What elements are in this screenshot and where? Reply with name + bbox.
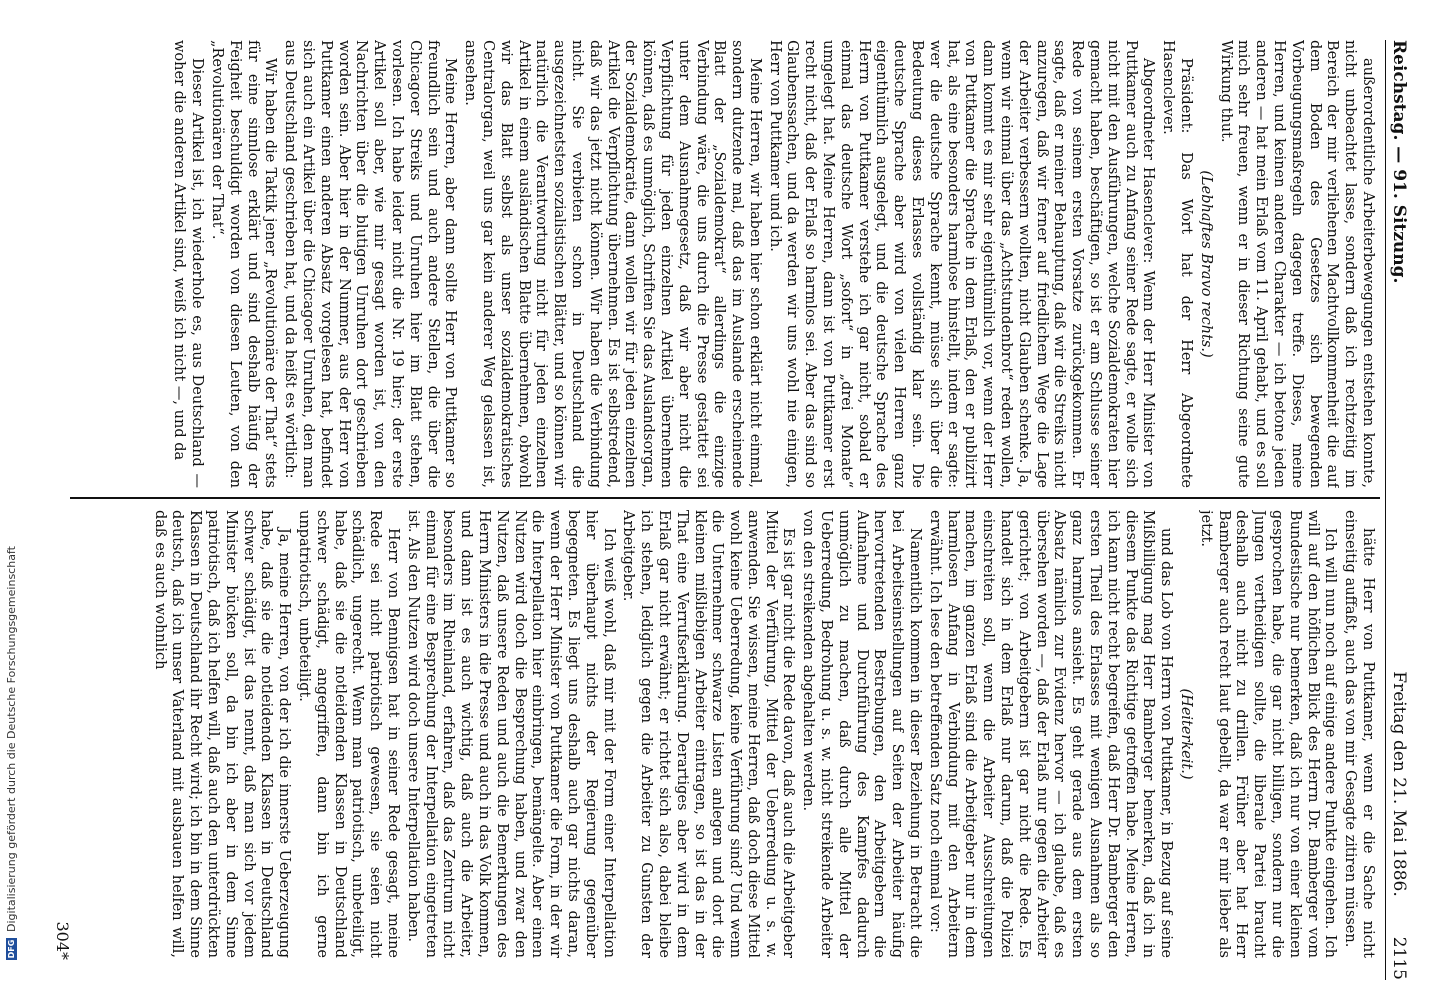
- right-column: [76, 510, 1376, 958]
- stage-direction: (Heiterkeit.): [1178, 688, 1195, 780]
- header-session: Reichstag. — 91. Sitzung.: [1389, 40, 1409, 284]
- left-column: [76, 40, 1376, 488]
- paragraph: außerordentliche Arbeiterbewegungen entstehen konnte, nicht unbeachtet lasse, sondern daß ich rechtzeitig im Bereich der mir verliehenen Machtvollkommenheit die auf dem Boden des Gesetzes sich bewegenden Vorbeugungsmaßregeln dagegen treffe. Dieses, meine Herren, und keinen anderen Charakter — ich betone jeden anderen — hat mein Erlaß vom 11. April gehabt, und es soll mich sehr freuen, wenn er in dieser Richtung seine gute Wirkung thut.: [1217, 40, 1376, 488]
- paragraph: Dieser Artikel ist, ich wiederhole es, aus Deutschland — woher die anderen Artikel sind, weiß ich nicht —, und da: [171, 40, 206, 488]
- paragraph: Es ist gar nicht die Rede davon, daß auch die Arbeitgeber Mittel der Verführung, Mittel der Ueberredung u. s. w. anwenden. Sie wissen, meine Herren, daß doch diese Mittel wohl keine Ueberredung, keine Verführung sind? Und wenn die Unternehmer schwarze Listen anlegen und dort die kleinen mißliebigen Arbeiter eintragen, so ist das in der That eine Verrufserklärung. Derartiges aber wird in dem Erlaß gar nicht erwähnt; er richtet sich also, dabei bleibe ich stehen, lediglich gegen die Arbeiter zu Gunsten der Arbeitgeber.: [620, 510, 797, 958]
- paragraph: Meine Herren, aber dann sollte Herr von Puttkamer so freundlich sein und auch andere Stellen, die über die Chicagoer Streiks und Unruhen hier im Blatt stehen, vorlesen. Ich habe leider nicht die Nr. 19 hier; der erste Artikel soll aber, wie mir gesagt worden ist, von den Nachrichten über die blutigen Unruhen dort geschrieben worden sein. Aber hier in der Nummer, aus der Herr von Puttkamer einen anderen Absatz vorgelesen hat, befindet sich auch ein Artikel über die Chicagoer Unruhen, den man aus Deutschland geschrieben hat, und da heißt es wörtlich:: [282, 40, 459, 488]
- paragraph: Meine Herren, wir haben hier schon erklärt nicht einmal, sondern dutzende mal, daß das im Auslande erscheinende Blatt der „Sozialdemokrat“ allerdings die einzige Verbindung wäre, die uns durch die Presse gestattet sei unter dem Ausnahmegesetz, daß wir aber nicht die Verpflichtung für jeden einzelnen Artikel übernehmen können, daß es unmöglich, Schriften Sie das Auslandsorgan, der Sozialdemokratie, dann wollen wir für jeden einzelnen Artikel die Verpflichtung übernehmen. Es ist selbstredend, daß wir das jetzt nicht können. Wir haben die Verbindung nicht. Sie verbieten schon in Deutschland die ausgezeichnetsten sozialistischen Blätter, und so können wir natürlich die Verantwortung nicht für jeden einzelnen Artikel in einem ausländischen Blatte übernehmen, obwohl wir das Blatt selbst als unser sozialdemokratisches Centralorgan, weil uns gar kein anderer Weg gelassen ist, ansehen.: [462, 40, 763, 488]
- paragraph: und das Lob von Herrn von Puttkamer, in Bezug auf seine Mißbilligung mag Herr Bamberger bemerken, daß ich in diesem Punkte das Richtige getroffen habe. Meine Herren, ich kann nicht recht begreifen, daß Herr Dr. Bamberger den ersten Theil des Erlasses mit wenigen Ausnahmen als so ganz harmlos ansieht. Es geht gerade aus dem ersten Absatz nämlich zur Evidenz hervor — ich glaube, daß es übersehen worden —, daß der Erlaß nur gegen die Arbeiter gerichtet; von Arbeitgebern ist gar nicht die Rede. Es handelt sich in dem Erlaß nur darum, daß die Polizei einschreiten soll, wenn die Arbeiter Ausschreitungen machen, im ganzen Erlaß sind die Arbeitgeber nur in dem harmlosen Anfang in Verbindung mit den Arbeitern erwähnt. Ich lese den betreffenden Satz noch einmal vor:: [926, 510, 1175, 958]
- paragraph: Namentlich kommen in dieser Beziehung in Betracht die bei Arbeitseinstellungen auf Seiten der Arbeiter häufig hervortretenden Bestrebungen, den Arbeitgebern die Aufnahme und Durchführung des Kampfes dadurch unmöglich zu machen, daß durch alle Mittel der Ueberredung, Bedrohung u. s. w. nicht streikende Arbeiter von den streikenden abgehalten werden.: [800, 510, 924, 958]
- page-footer: [48, 40, 72, 960]
- paragraph: Herr von Bennigsen hat in seiner Rede gesagt, meine Rede sei nicht patriotisch gewesen, sie seien nicht schädlich, ungerecht. Wenn man patriotisch, unbeteiligt, habe, daß sie die notleidenden Klassen in Deutschland schwer schädigt, angegriffen, dann bin ich gerne unpatriotisch, unbeteiligt.: [295, 510, 401, 958]
- paragraph: Ja, meine Herren, von der ich die innerste Ueberzeugung habe, daß sie die notleidenden Klassen in Deutschland schwer schädigt, ist das nennt, daß man sich vor jedem Minister bücken soll, da bin ich aber in dem Sinne patriotisch, daß ich helfen will, daß auch den unterdrückten Klassen in Deutschland ihr Recht wird; ich bin in dem Sinne deutsch, daß ich unser Vaterland mit ausbauen helfen will, daß es auch wohnlich: [151, 510, 293, 958]
- paragraph: Wir haben die Taktik jener „Revolutionäre der That“ stets für eine sinnlose erklärt und sind deshalb häufig der Feigheit beschuldigt worden von diesen Leuten, von den „Revolutionären der That“.: [209, 40, 279, 488]
- stage-direction: (Lebhaftes Bravo rechts.): [1197, 170, 1214, 358]
- signature-mark: 304*: [53, 921, 72, 960]
- paragraph: Ich will nun noch auf einige andere Punkte eingehen. Ich will auf den höflichen Blick des Herrn Dr. Bamberger vom Bundestische nur bemerken, daß ich nur von einer kleinen gesprochen habe, die gar nicht billigen, sondern nur die Jungen vertheidigen sollte, die liberale Partei braucht deshalb auch nicht zu drillen. Früher aber hat Herr Bamberger auch recht laut gebellt, da war er mir lieber als jetzt.: [1197, 510, 1339, 958]
- dfg-logo: DFG: [6, 939, 16, 959]
- page-header: [1385, 40, 1412, 980]
- paragraph: hätte Herr von Puttkamer, wenn er die Sache nicht einseitig auffaßt, auch das von mir Gesagte zitiren müssen.: [1342, 510, 1376, 958]
- paragraph: Präsident: Das Wort hat der Herr Abgeordnete Hasenclever.: [1160, 40, 1195, 488]
- column-divider: [70, 497, 1380, 499]
- page-number: 2115: [1389, 936, 1409, 980]
- paragraph: Abgeordneter Hasenclever: Wenn der Herr Minister von Puttkamer auch zu Anfang seiner Rede sagte, er wolle sich nicht mit den Ausführungen, welche Sozialdemokraten hier gemacht haben, beschäftigen, so ist er am Schlusse seiner Rede von seinem ersten Vorsatze zurückgekommen. Er sagte, daß er meiner Behauptung, daß wir die Streiks nicht anzuregen, daß wir ferner auf friedlichem Wege die Lage der Arbeiter verbessern wollten, nicht Glauben schenke. Ja, wenn wir einmal über das „Achtstundenbrot“ reden wollen, dann kommt es mir sehr eigenthümlich vor, wenn der Herr von Puttkamer die Sprache in dem Erlaß, den er publizirt hat, als eine besonders harmlose hinstellt, indem er sagte: wer die deutsche Sprache kennt, müsse sich über die Bedeutung dieses Erlasses vollständig klar sein. Die deutsche Sprache aber wird von vielen Herren ganz eigenthümlich ausgelegt, und die deutsche Sprache des Herrn von Puttkamer verstehe ich gar nicht, sobald er einmal das deutsche Wort „sofort“ in „drei Monate“ umgelegt hat. Meine Herren, dann ist von Puttkamer erst recht nicht, daß der Erlaß so harmlos sei. Aber das sind so Glaubenssachen, und da werden wir uns wohl nie einigen, Herr von Puttkamer und ich.: [766, 40, 1157, 488]
- header-date: Freitag den 21. Mai 1886.: [1389, 671, 1409, 897]
- paragraph: Ich weiß wohl, daß mir mit der Form einer Interpellation hier überhaupt nichts der Regierung gegenüber begegneten. Es liegt uns deshalb auch gar nichts daran, wenn der Herr Minister von Puttkamer die Form, in der wir die Interpellation hier einbringen, bemängelte. Aber einen Nutzen wird doch die Besprechung haben, und zwar den Nutzen, daß unsere Reden und auch die Bemerkungen des Herrn Ministers in die Presse und auch in das Volk kommen, und dann ist es auch wichtig, daß auch die Arbeiter, besonders im Rheinland, erfahren, daß das Zentrum nicht einmal für eine Besprechung der Interpellation eingetreten ist. Als den Nutzen wird doch unsere Interpellation haben.: [404, 510, 617, 958]
- side-credit-text: Digitalisierung gefördert durch die Deutsche Forschungsgemeinschaft: [4, 546, 18, 932]
- header-right: [1389, 671, 1409, 980]
